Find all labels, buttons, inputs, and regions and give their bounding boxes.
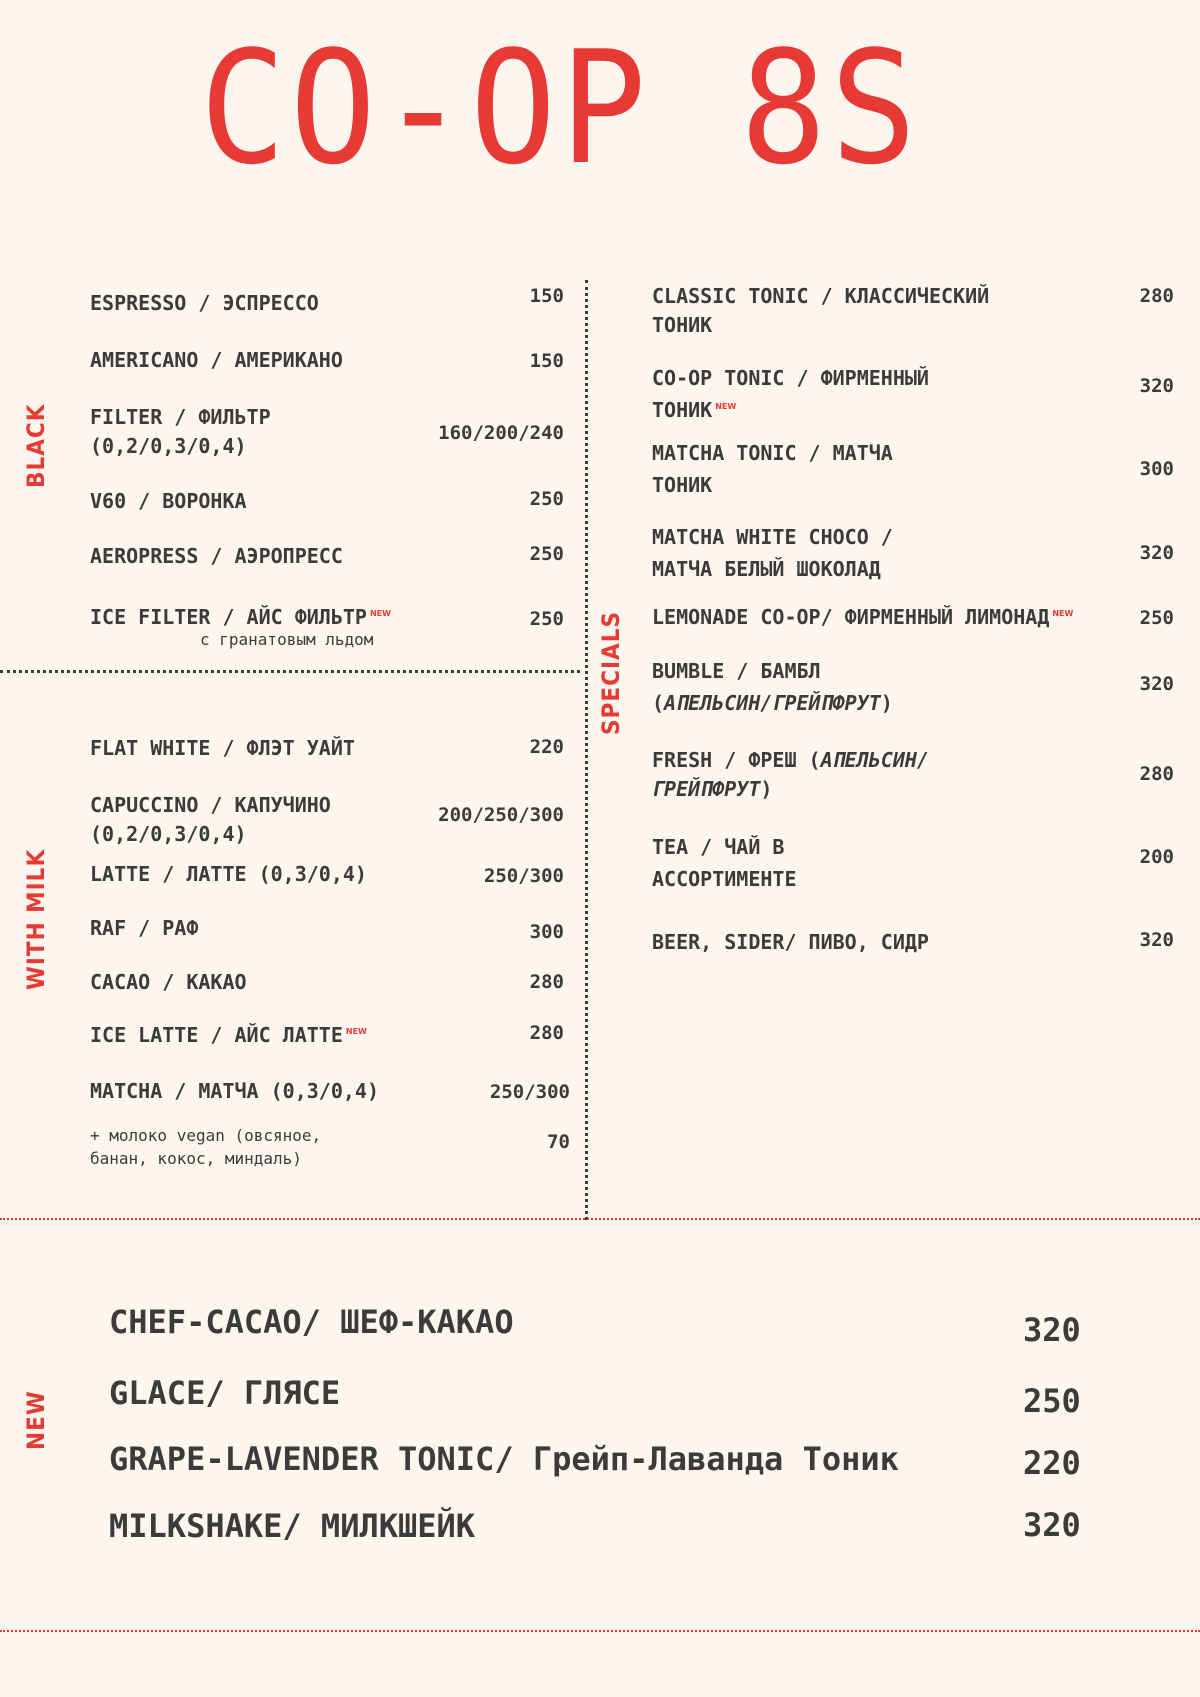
menu-item-lemonade-label: LEMONADE CO-OP/ ФИРМЕННЫЙ ЛИМОНАД xyxy=(652,605,1050,629)
menu-item-bumble: BUMBLE / БАМБЛ xyxy=(652,659,821,683)
menu-item-beer-sider: BEER, SIDER/ ПИВО, СИДР xyxy=(652,930,929,954)
new-section-top-divider xyxy=(0,1218,1200,1220)
menu-item-tea: TEA / ЧАЙ В xyxy=(652,835,785,859)
menu-item-fresh-label: FRESH / ФРЕШ ( xyxy=(652,748,821,772)
menu-item-matcha-tonic-line2: ТОНИК xyxy=(652,473,713,497)
menu-item-v60: V60 / ВОРОНКА xyxy=(90,489,247,513)
menu-item-vegan-milk-options: банан, кокос, миндаль) xyxy=(90,1149,302,1168)
price-classic-tonic: 280 xyxy=(1139,285,1174,307)
section-label-specials: SPECIALS xyxy=(597,610,625,735)
menu-title: CO-OP 8S xyxy=(199,17,921,199)
menu-item-aeropress: AEROPRESS / АЭРОПРЕСС xyxy=(90,544,343,568)
new-item-chef-cacao: CHEF-CACAO/ ШЕФ-КАКАО xyxy=(109,1303,514,1341)
section-label-black: BLACK xyxy=(22,403,50,488)
price-vegan-milk: 70 xyxy=(547,1131,570,1153)
price-lemonade: 250 xyxy=(1139,607,1174,629)
menu-item-fresh-line2-close: ) xyxy=(760,777,773,801)
new-item-milkshake: MILKSHAKE/ МИЛКШЕЙК xyxy=(109,1507,476,1545)
menu-item-filter-sizes: (0,2/0,3/0,4) xyxy=(90,434,247,458)
menu-item-lemonade xyxy=(652,603,1073,632)
menu-item-tea-line2: АССОРТИМЕНТЕ xyxy=(652,867,797,891)
price-bumble: 320 xyxy=(1139,673,1174,695)
price-raf: 300 xyxy=(529,921,564,943)
menu-item-ice-latte-label: ICE LATTE / АЙС ЛАТТЕ xyxy=(90,1023,343,1047)
price-americano: 150 xyxy=(529,350,564,372)
price-matcha-tonic: 300 xyxy=(1139,458,1174,480)
menu-item-vegan-milk: + молоко vegan (овсяное, xyxy=(90,1126,322,1145)
price-fresh: 280 xyxy=(1139,763,1174,785)
menu-item-cacao: CACAO / КАКАО xyxy=(90,970,247,994)
menu-item-fresh-flavor1: АПЕЛЬСИН/ xyxy=(820,748,929,772)
menu-item-flat-white: FLAT WHITE / ФЛЭТ УАЙТ xyxy=(90,736,355,760)
price-matcha: 250/300 xyxy=(489,1081,570,1103)
price-beer-sider: 320 xyxy=(1139,929,1174,951)
price-matcha-white-choco: 320 xyxy=(1139,542,1174,564)
menu-item-bumble-line2 xyxy=(652,689,893,718)
price-chef-cacao: 320 xyxy=(1023,1311,1081,1349)
menu-item-matcha-tonic: MATCHA TONIC / МАТЧА xyxy=(652,441,893,465)
price-glace: 250 xyxy=(1023,1382,1081,1420)
menu-item-matcha: MATCHA / МАТЧА (0,3/0,4) xyxy=(90,1079,379,1103)
menu-item-ice-latte xyxy=(90,1021,367,1050)
menu-item-matcha-white-choco: MATCHA WHITE CHOCO / xyxy=(652,525,893,549)
price-v60: 250 xyxy=(529,488,564,510)
new-badge: NEW xyxy=(1052,609,1074,618)
price-milkshake: 320 xyxy=(1023,1506,1081,1544)
menu-item-ice-filter-label: ICE FILTER / АЙС ФИЛЬТР xyxy=(90,605,367,629)
menu-item-capuccino-sizes: (0,2/0,3/0,4) xyxy=(90,822,247,846)
menu-item-latte: LATTE / ЛАТТЕ (0,3/0,4) xyxy=(90,862,367,886)
menu-item-coop-tonic-line2 xyxy=(652,396,736,425)
price-espresso: 150 xyxy=(529,285,564,307)
menu-item-ice-filter-note: с гранатовым льдом xyxy=(200,630,374,649)
price-coop-tonic: 320 xyxy=(1139,375,1174,397)
price-aeropress: 250 xyxy=(529,543,564,565)
menu-item-fresh-line2 xyxy=(652,775,772,804)
price-cacao: 280 xyxy=(529,971,564,993)
menu-item-bumble-line2-open: ( xyxy=(652,691,665,715)
menu-item-americano: AMERICANO / АМЕРИКАНО xyxy=(90,348,343,372)
price-capuccino: 200/250/300 xyxy=(438,804,564,826)
section-label-new: NEW xyxy=(22,1390,50,1450)
price-filter: 160/200/240 xyxy=(438,422,564,444)
menu-item-ice-filter xyxy=(90,603,391,632)
black-milk-divider xyxy=(0,670,580,673)
menu-item-classic-tonic: CLASSIC TONIC / КЛАССИЧЕСКИЙ xyxy=(652,284,990,308)
new-item-grape-lavender-tonic: GRAPE-LAVENDER TONIC/ Грейп-Лаванда Тоник xyxy=(109,1440,899,1478)
menu-item-espresso: ESPRESSO / ЭСПРЕССО xyxy=(90,291,319,315)
price-ice-latte: 280 xyxy=(529,1022,564,1044)
new-section-bottom-divider xyxy=(0,1630,1200,1632)
menu-item-bumble-line2-close: ) xyxy=(880,691,893,715)
price-latte: 250/300 xyxy=(483,865,564,887)
menu-item-raf: RAF / РАФ xyxy=(90,916,199,940)
menu-item-coop-tonic: CO-OP TONIC / ФИРМЕННЫЙ xyxy=(652,366,929,390)
menu-item-fresh xyxy=(652,746,929,775)
menu-item-filter: FILTER / ФИЛЬТР xyxy=(90,405,271,429)
new-badge: NEW xyxy=(345,1027,367,1036)
new-item-glace: GLACE/ ГЛЯСЕ xyxy=(109,1374,341,1412)
price-flat-white: 220 xyxy=(529,736,564,758)
menu-item-matcha-white-choco-line2: МАТЧА БЕЛЫЙ ШОКОЛАД xyxy=(652,557,881,581)
menu-item-fresh-flavor2: ГРЕЙПФРУТ xyxy=(652,777,761,801)
menu-item-capuccino: CAPUCCINO / КАПУЧИНО xyxy=(90,793,331,817)
new-badge: NEW xyxy=(715,402,737,411)
new-badge: NEW xyxy=(369,609,391,618)
section-label-with-milk: WITH MILK xyxy=(22,848,50,990)
price-grape-lavender-tonic: 220 xyxy=(1023,1444,1081,1482)
price-ice-filter: 250 xyxy=(529,608,564,630)
menu-item-bumble-flavors: АПЕЛЬСИН/ГРЕЙПФРУТ xyxy=(664,691,881,715)
menu-item-coop-tonic-line2-label: ТОНИК xyxy=(652,398,713,422)
menu-item-classic-tonic-line2: ТОНИК xyxy=(652,313,713,337)
column-divider xyxy=(585,280,588,1220)
price-tea: 200 xyxy=(1139,846,1174,868)
